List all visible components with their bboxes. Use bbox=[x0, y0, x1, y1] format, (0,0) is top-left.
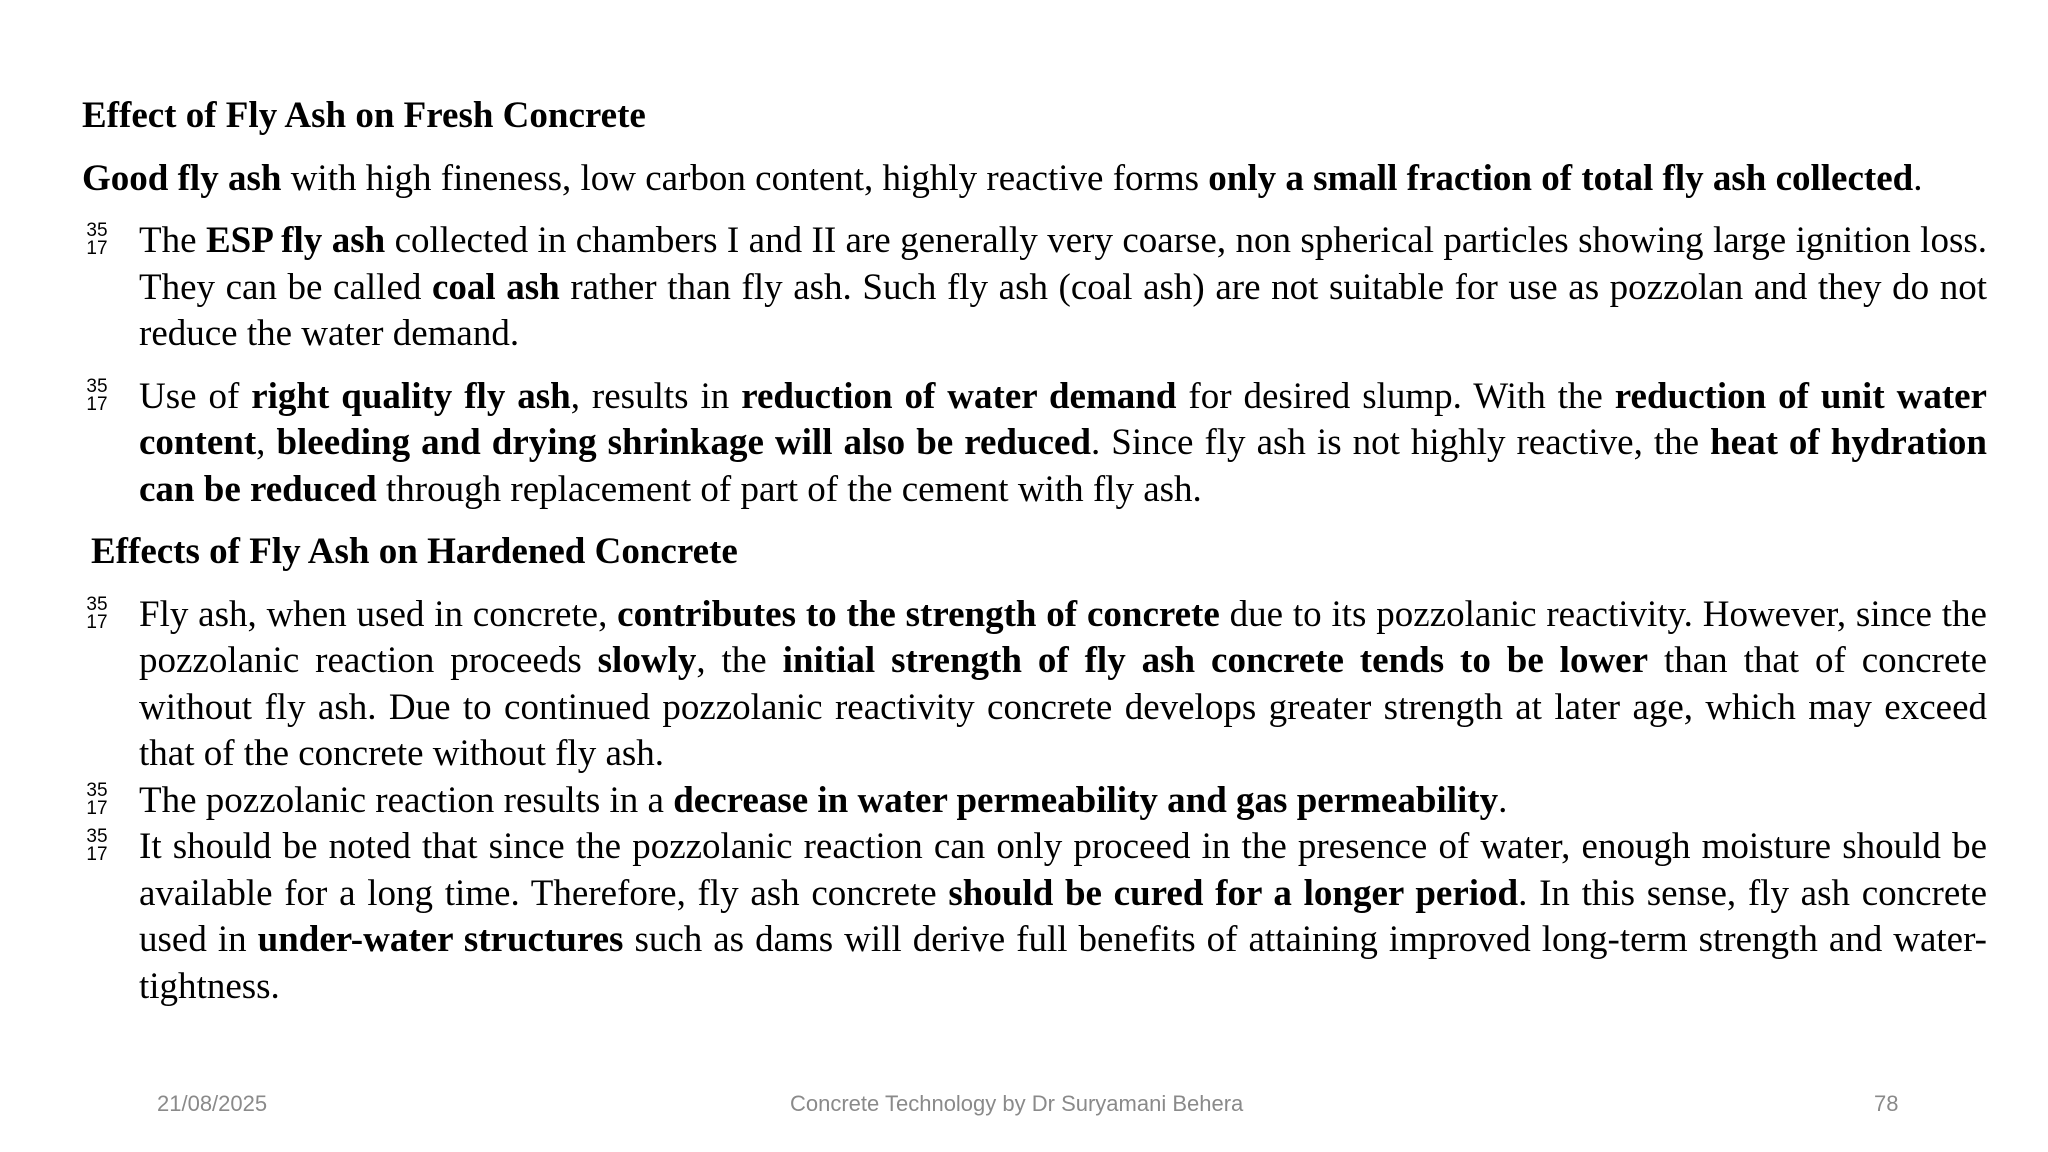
bullet-marker-icon: 35 17 bbox=[86, 375, 108, 415]
bullet-marker-icon: 35 17 bbox=[86, 826, 108, 865]
hardened-bullet-curing: 35 17 It should be noted that since the pozzolanic reaction can only proceed in the presence of water, enough moisture should be available for a long time. Therefore, fly ash concrete should be cured for a longer period. In this sense, fly ash concrete used in under-water structures such as dams will derive full benefits of attaining improved long-term strength and water-tightness. bbox=[82, 824, 1987, 1010]
bullet-marker-icon: 35 17 bbox=[86, 779, 108, 819]
hardened-bullet-permeability: 35 17 The pozzolanic reaction results in a decrease in water permeability and gas permeability. bbox=[82, 778, 1987, 825]
intro-text: with high fineness, low carbon content, highly reactive forms bbox=[281, 157, 1209, 199]
fresh-bullet-esp-fly-ash: 35 17 The ESP fly ash collected in chambers I and II are generally very coarse, non spherical particles showing large ignition loss. They can be called coal ash rather than fly ash. Such fly ash (coal ash) are not suitable for use as pozzolan and they do not reduce the water demand. bbox=[82, 218, 1987, 358]
fresh-concrete-heading: Effect of Fly Ash on Fresh Concrete bbox=[82, 95, 646, 136]
footer-title: Concrete Technology by Dr Suryamani Behera bbox=[790, 1091, 1244, 1116]
intro-text: . bbox=[1913, 157, 1923, 199]
bullet-marker-icon: 35 17 bbox=[86, 593, 108, 633]
intro-bold-text: Good fly ash bbox=[82, 157, 282, 199]
hardened-concrete-heading: Effects of Fly Ash on Hardened Concrete bbox=[91, 531, 738, 572]
fresh-concrete-intro bbox=[82, 156, 1987, 203]
bullet-marker-icon: 35 17 bbox=[86, 220, 108, 259]
fresh-bullet-water-demand: 35 17 Use of right quality fly ash, results in reduction of water demand for desired slump. With the reduction of unit water content, bleeding and drying shrinkage will also be reduced. Since fly ash is not highly reactive, the heat of hydration can be reduced through replacement of part of the cement with fly ash. bbox=[82, 374, 1987, 514]
intro-bold-text: only a small fraction of total fly ash collected bbox=[1208, 157, 1914, 199]
hardened-bullet-strength: 35 17 Fly ash, when used in concrete, contributes to the strength of concrete due to its pozzolanic reactivity. However, since the pozzolanic reaction proceeds slowly, the initial strength of fly ash concrete tends to be lower than that of concrete without fly ash. Due to continued pozzolanic reactivity concrete develops greater strength at later age, which may exceed that of the concrete without fly ash. bbox=[82, 592, 1987, 778]
slide-content bbox=[82, 93, 1987, 1010]
footer-date: 21/08/2025 bbox=[157, 1091, 268, 1116]
footer-page-number: 78 bbox=[1874, 1091, 1899, 1116]
